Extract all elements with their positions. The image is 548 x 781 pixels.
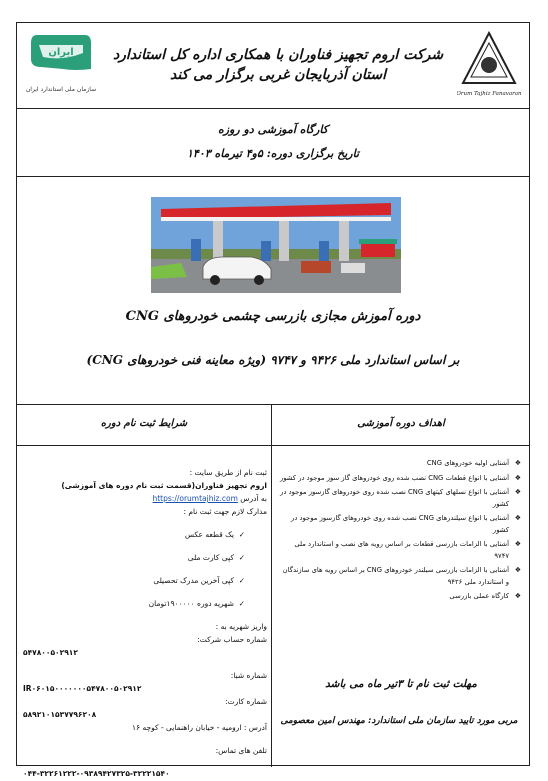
course-standard: بر اساس استاندارد ملی ۹۴۲۶ و ۹۷۴۷ (ویژه معاینه فنی خودروهای CNG) (86, 353, 460, 367)
docs-title: مدارک لازم جهت ثبت نام : (183, 507, 267, 516)
columns-header-row (17, 405, 529, 446)
objectives-header: اهداف دوره آموزشی (357, 418, 445, 429)
svg-text:ایران: ایران (48, 47, 74, 58)
objective-item: ❖ آشنایی با انواع سیلندرهای CNG نصب شده روی خودروهای گازسوز موجود در کشور (279, 513, 521, 536)
doc-item: ✓ کپی آخرین مدرک تحصیلی (153, 576, 245, 585)
doc-item: ✓ یک قطعه عکس (184, 530, 245, 539)
address-line (23, 492, 267, 505)
account-number: ۵۴۷۸۰۰۵۰۲۹۱۲ (23, 648, 78, 657)
column-divider (271, 446, 272, 767)
account-label: شماره حساب شرکت: (197, 635, 267, 644)
registration-line: اروم تجهیز فناوران(قسمت ثبت نام دوره های آموزشی) (61, 481, 267, 490)
postal-address: آدرس : ارومیه - خیابان راهنمایی - کوچه ۱۶ (132, 723, 267, 732)
objective-item: ❖ آشنایی اولیه خودروهای CNG (279, 458, 521, 470)
header-row (17, 23, 529, 109)
sheba-label: شماره شبا: (230, 671, 267, 680)
workshop-date: تاریخ برگزاری دوره: ۵و۴ تیرماه ۱۴۰۳ (186, 147, 360, 160)
poster-frame (16, 22, 530, 778)
logo-caption: سازمان ملی استاندارد ایران (25, 86, 97, 93)
instructor-line: مربی مورد تایید سازمان ملی استاندارد: مهندس امین معصومی (280, 716, 518, 726)
objective-item: ❖ آشنایی با انواع نسلهای کیتهای CNG نصب شده روی خودروهای گازسوز موجود در کشور (279, 487, 521, 510)
gas-station-photo (151, 197, 401, 293)
phones-label: تلفن های تماس: (215, 746, 267, 755)
objective-item: ❖ آشنایی با الزامات بازرسی قطعات بر اساس رویه های نصب و استاندارد ملی ۹۷۴۷ (279, 539, 521, 562)
card-label: شماره کارت: (225, 697, 267, 706)
standard-organization-logo (23, 31, 99, 101)
company-logo (457, 29, 521, 103)
course-name: دوره آموزش مجازی بازرسی چشمی خودروهای CNG (125, 309, 421, 324)
address-prefix: به آدرس (240, 494, 267, 503)
objectives-section (279, 458, 521, 606)
registration-line: ثبت نام از طریق سایت : (189, 468, 267, 477)
logo-caption: Orum Tajhiz Fanavaran (457, 91, 521, 97)
company-title: شرکت اروم تجهیز فناوران با همکاری اداره کل استاندارد استان آذربایجان غربی برگزار می کند (112, 47, 444, 83)
doc-item: ✓ کپی کارت ملی (187, 553, 245, 562)
column-divider (271, 405, 272, 445)
workshop-row (17, 109, 529, 177)
card-number: ۵۸۹۲۱۰۱۵۳۷۷۹۶۲۰۸ (23, 710, 97, 719)
registration-header: شرایط ثبت نام دوره (100, 418, 188, 429)
objective-item: ❖ آشنایی با الزامات بازرسی سیلندر خودروهای CNG بر اساس رویه های سازندگان و استاندارد ملی ۹۴۲۶ (279, 565, 521, 588)
doc-item: ✓ شهریه دوره ۱۹۰۰۰۰۰تومان (148, 599, 245, 608)
workshop-title: کارگاه آموزشی دو روزه (218, 123, 328, 136)
details-row (17, 446, 529, 778)
registration-section (23, 466, 267, 780)
objective-item: ❖ کارگاه عملی بازرسی (279, 591, 521, 603)
phone-numbers: ۰۴۴-۳۲۲۶۱۲۲۲-۰۹۳۸۹۴۲۷۳۲۵-۳۲۲۲۱۵۴۰ (23, 769, 170, 778)
sheba-number: IR۰۶۰۱۵۰۰۰۰۰۰۰۵۴۷۸۰۰۵۰۲۹۱۲ (23, 684, 142, 693)
course-row (17, 177, 529, 405)
payment-title: واریز شهریه به : (215, 622, 267, 631)
website-link[interactable]: https://orumtajhiz.com (152, 494, 238, 503)
registration-deadline: مهلت ثبت نام تا ۳تیر ماه می باشد (325, 678, 477, 690)
objective-item: ❖ آشنایی با انواع قطعات CNG نصب شده روی خودروهای گاز سوز موجود در کشور (279, 473, 521, 485)
